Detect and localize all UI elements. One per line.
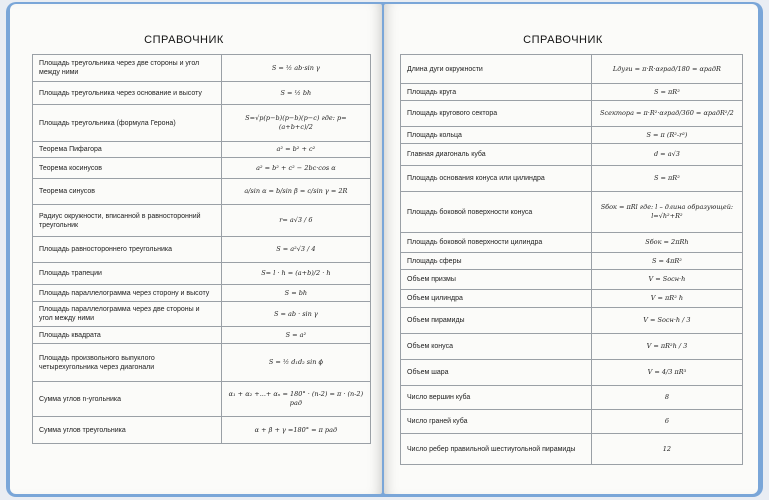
formula-expression: S = a² [221,327,370,344]
formula-expression: a² = b² + c² [221,142,370,158]
table-row [401,290,743,308]
formula-name: Площадь треугольника (формула Герона) [33,105,222,142]
formula-expression: V = πR²h / 3 [591,334,742,360]
formula-expression: S = π (R²-r²) [591,127,742,144]
formula-name: Площадь боковой поверхности конуса [401,192,592,233]
table-row [401,166,743,192]
formula-name: Теорема Пифагора [33,142,222,158]
formula-expression: d = a√3 [591,144,742,166]
formula-name: Площадь равностороннего треугольника [33,237,222,263]
formula-expression: Sбок = πRl где: l – длина образующей: l=√h²+R² [591,192,742,233]
formula-table-left [32,54,371,444]
table-row [33,285,371,302]
formula-name: Площадь треугольника через две стороны и угол между ними [33,55,222,82]
formula-name: Число ребер правильной шестиугольной пирамиды [401,434,592,465]
formula-name: Число граней куба [401,410,592,434]
formula-expression: 6 [591,410,742,434]
formula-expression: S = ½ ab·sin γ [221,55,370,82]
formula-name: Объем цилиндра [401,290,592,308]
table-row [401,386,743,410]
formula-expression: 8 [591,386,742,410]
formula-expression: V = Sосн·h [591,270,742,290]
page-title: СПРАВОЧНИК [523,34,603,46]
table-row [33,237,371,263]
table-row [401,192,743,233]
formula-expression: α₁ + α₂ +...+ αₙ = 180° · (n-2) = π · (n-2) рад [221,382,370,417]
formula-expression: S = a²√3 / 4 [221,237,370,263]
formula-expression: S = 4πR² [591,253,742,270]
table-row [33,105,371,142]
formula-expression: S=√p(p−b)(p−b)(p−c) где: p= (a+b+c)/2 [221,105,370,142]
table-row [401,334,743,360]
formula-expression: S = ab · sin γ [221,302,370,327]
formula-name: Радиус окружности, вписанной в равносторонний треугольник [33,205,222,237]
page-title: СПРАВОЧНИК [144,34,224,46]
formula-name: Площадь круга [401,84,592,101]
formula-expression: S= l · h = (a+b)/2 · h [221,263,370,285]
table-row [33,302,371,327]
table-row [33,179,371,205]
formula-expression: S = ½ d₁d₂ sin ϕ [221,344,370,382]
formula-expression: Sбок = 2πRh [591,233,742,253]
formula-expression: α + β + γ =180° = π рад [221,417,370,444]
formula-name: Число вершин куба [401,386,592,410]
table-row [33,142,371,158]
formula-expression: Lдуги = π·R·αград/180 = αрадR [591,55,742,84]
formula-name: Объем шара [401,360,592,386]
table-row [33,205,371,237]
right-page [384,4,758,494]
formula-expression: V = πR² h [591,290,742,308]
formula-expression: 12 [591,434,742,465]
formula-name: Площадь кольца [401,127,592,144]
formula-expression: S = πR² [591,166,742,192]
formula-expression: a² = b² + c² − 2bc·cos α [221,158,370,179]
formula-expression: S = bh [221,285,370,302]
formula-name: Площадь треугольника через основание и высоту [33,82,222,105]
formula-name: Площадь параллелограмма через сторону и высоту [33,285,222,302]
table-row [401,410,743,434]
formula-expression: Sсектора = π·R²·αград/360 = αрадR²/2 [591,101,742,127]
table-row [33,327,371,344]
table-row [401,127,743,144]
formula-table-right [400,54,743,465]
formula-name: Длина дуги окружности [401,55,592,84]
formula-expression: S = πR² [591,84,742,101]
formula-name: Площадь сферы [401,253,592,270]
formula-name: Объем конуса [401,334,592,360]
formula-name: Объем призмы [401,270,592,290]
table-row [401,84,743,101]
left-page [10,4,382,494]
formula-name: Площадь квадрата [33,327,222,344]
formula-name: Теорема косинусов [33,158,222,179]
formula-name: Сумма углов n-угольника [33,382,222,417]
formula-name: Объем пирамиды [401,308,592,334]
table-row [401,308,743,334]
formula-expression: a/sin α = b/sin β = c/sin γ = 2R [221,179,370,205]
formula-name: Площадь основания конуса или цилиндра [401,166,592,192]
formula-name: Площадь кругового сектора [401,101,592,127]
table-row [401,270,743,290]
formula-expression: S = ½ bh [221,82,370,105]
table-row [33,344,371,382]
table-row [33,55,371,82]
formula-name: Площадь трапеции [33,263,222,285]
table-row [33,158,371,179]
table-row [33,382,371,417]
table-row [33,82,371,105]
table-row [401,253,743,270]
table-row [401,233,743,253]
formula-name: Площадь боковой поверхности цилиндра [401,233,592,253]
table-row [401,101,743,127]
table-row [401,434,743,465]
table-row [33,417,371,444]
formula-expression: r= a√3 / 6 [221,205,370,237]
table-row [401,55,743,84]
formula-expression: V = 4/3 πR³ [591,360,742,386]
formula-name: Площадь параллелограмма через две стороны и угол между ними [33,302,222,327]
formula-name: Главная диагональ куба [401,144,592,166]
table-row [33,263,371,285]
formula-name: Теорема синусов [33,179,222,205]
table-row [401,144,743,166]
formula-name: Сумма углов треугольника [33,417,222,444]
table-row [401,360,743,386]
formula-name: Площадь произвольного выпуклого четырехугольника через диагонали [33,344,222,382]
formula-expression: V = Sосн·h / 3 [591,308,742,334]
